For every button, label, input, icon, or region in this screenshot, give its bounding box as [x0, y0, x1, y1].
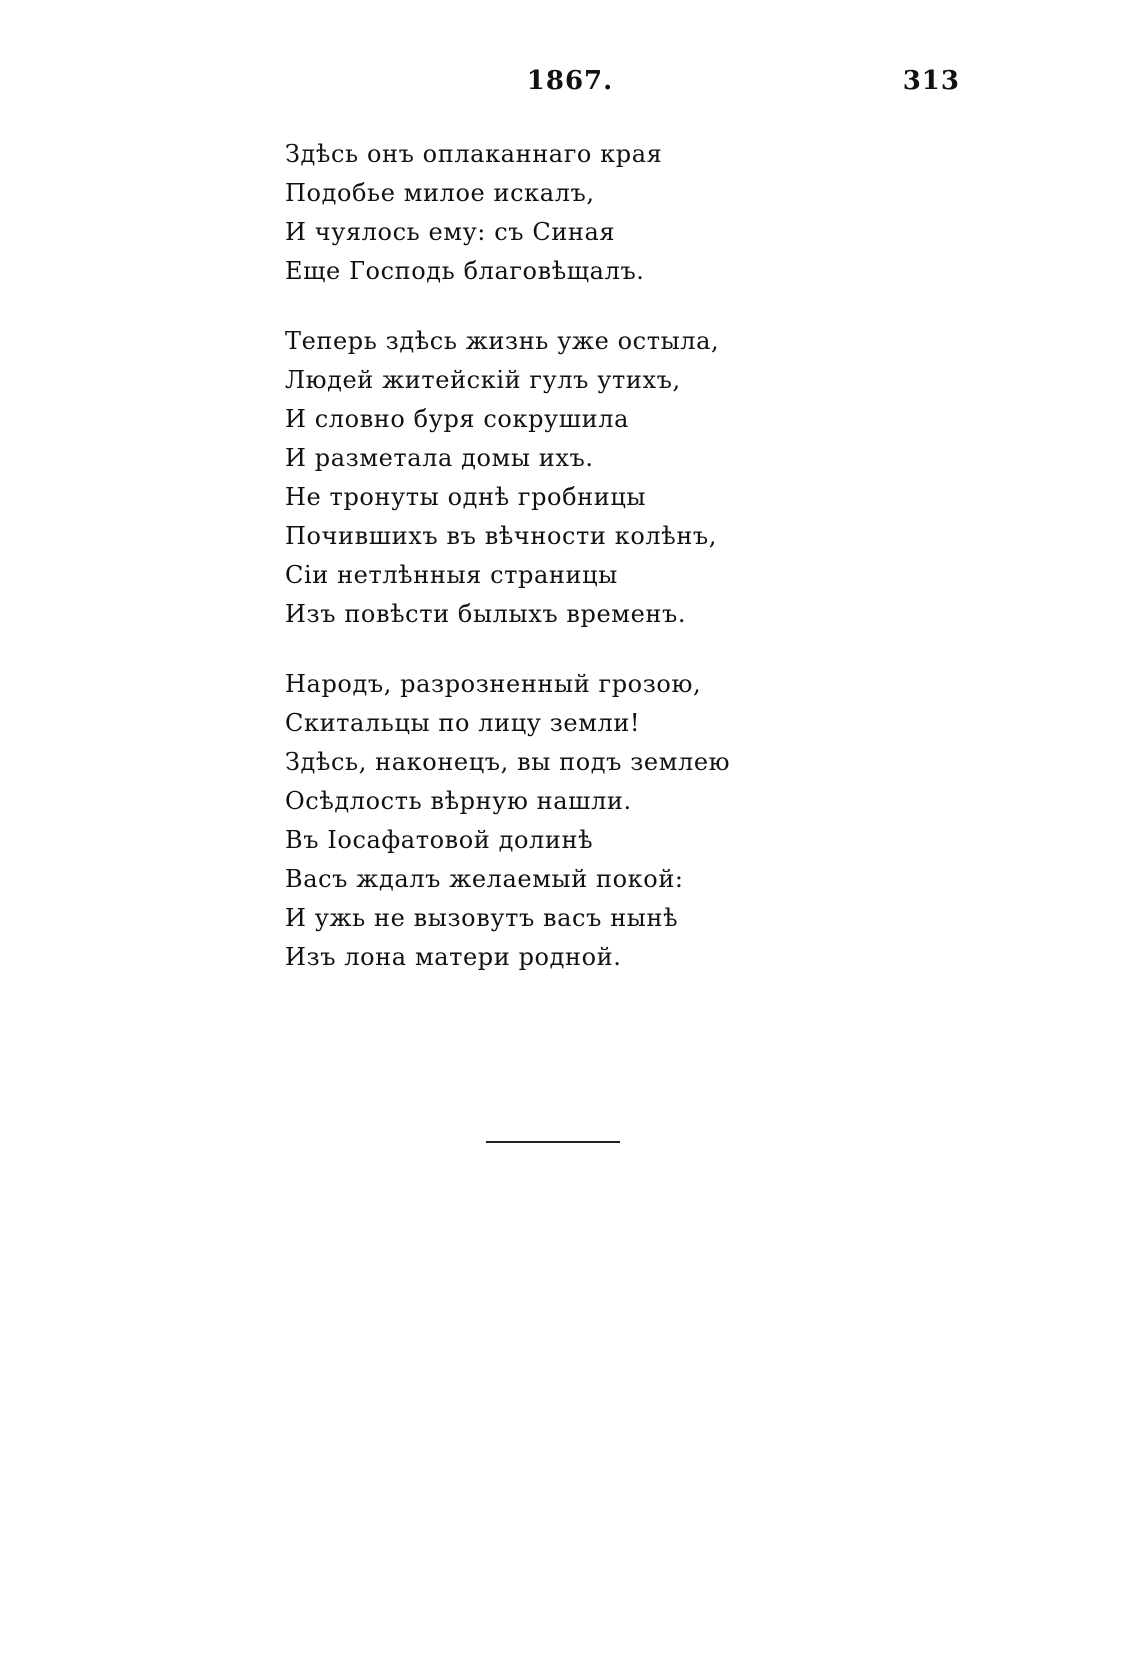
- poem-line: Въ Іосафатовой долинѣ: [285, 826, 594, 854]
- poem-line: И чуялось ему: съ Синая: [285, 218, 616, 246]
- poem-line: Здѣсь онъ оплаканнаго края: [285, 140, 663, 168]
- poem-line: Осѣдлость вѣрную нашли.: [285, 787, 632, 815]
- poem-line: Здѣсь, наконецъ, вы подъ землею: [285, 748, 731, 776]
- page-number: 313: [902, 66, 960, 96]
- poem-line: Подобье милое искалъ,: [285, 179, 595, 207]
- poem-line: Еще Господь благовѣщалъ.: [285, 257, 645, 285]
- poem-line: И словно буря сокрушила: [285, 405, 630, 433]
- poem-line: Теперь здѣсь жизнь уже остыла,: [285, 327, 720, 355]
- poem-line: И ужь не вызовутъ васъ нынѣ: [285, 904, 679, 932]
- poem-line: Изъ повѣсти былыхъ временъ.: [285, 600, 687, 628]
- poem-line: Народъ, разрозненный грозою,: [285, 670, 702, 698]
- stanza-2: [285, 322, 805, 634]
- stanza-1: [285, 135, 805, 291]
- poem-line: Людей житейскій гулъ утихъ,: [285, 366, 681, 394]
- poem-line: Скитальцы по лицу земли!: [285, 709, 641, 737]
- poem-line: И разметала домы ихъ.: [285, 444, 594, 472]
- end-rule-divider: [486, 1141, 620, 1143]
- page-header-year: 1867.: [526, 66, 614, 96]
- poem-line: Изъ лона матери родной.: [285, 943, 622, 971]
- stanza-3: [285, 665, 805, 977]
- poem: [285, 135, 805, 1008]
- poem-line: Васъ ждалъ желаемый покой:: [285, 865, 684, 893]
- poem-line: Не тронуты однѣ гробницы: [285, 483, 647, 511]
- poem-line: Сіи нетлѣнныя страницы: [285, 561, 618, 589]
- poem-line: Почившихъ въ вѣчности колѣнъ,: [285, 522, 718, 550]
